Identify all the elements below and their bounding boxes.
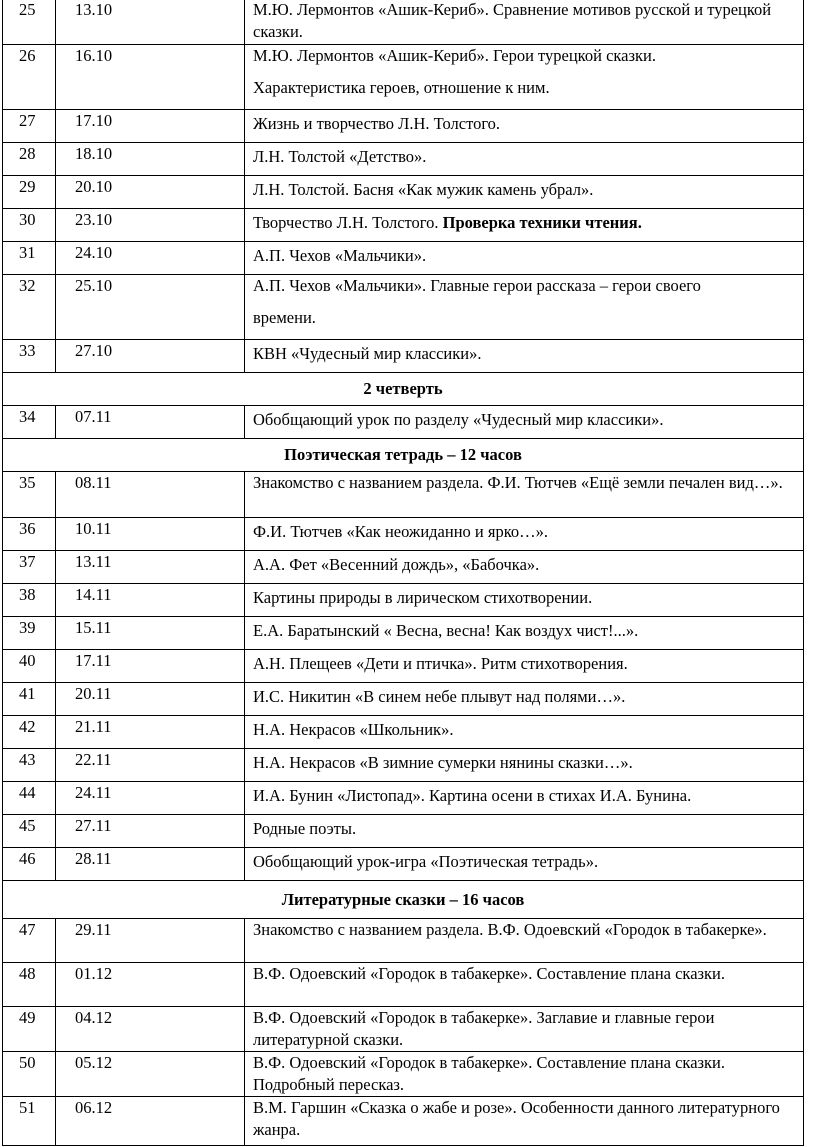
lesson-topic-text: И.А. Бунин «Листопад». Картина осени в стихах И.А. Бунина. xyxy=(253,786,692,805)
lesson-number: 40 xyxy=(3,650,56,683)
section-heading: 2 четверть xyxy=(3,373,804,406)
lesson-date: 24.11 xyxy=(56,782,245,815)
lesson-number: 36 xyxy=(3,518,56,551)
lesson-topic-continuation: Характеристика героев, отношение к ним. xyxy=(253,78,550,97)
lesson-number: 41 xyxy=(3,683,56,716)
lesson-topic-text: Родные поэты. xyxy=(253,819,357,838)
lesson-topic-text: А.П. Чехов «Мальчики». Главные герои рассказа – герои своего xyxy=(253,276,701,295)
lesson-topic-text: КВН «Чудесный мир классики». xyxy=(253,344,482,363)
lesson-topic-text: М.Ю. Лермонтов «Ашик-Кериб». Сравнение мотивов русской и турецкой сказки. xyxy=(253,0,772,41)
lesson-number: 31 xyxy=(3,242,56,275)
lesson-number: 30 xyxy=(3,209,56,242)
lesson-topic xyxy=(245,1097,804,1146)
lesson-number: 49 xyxy=(3,1007,56,1052)
lesson-row xyxy=(3,0,804,45)
lesson-number: 44 xyxy=(3,782,56,815)
lesson-row xyxy=(3,518,804,551)
lesson-row xyxy=(3,275,804,340)
lesson-topic xyxy=(245,782,804,815)
section-heading: Поэтическая тетрадь – 12 часов xyxy=(3,439,804,472)
section-heading-row xyxy=(3,373,804,406)
lesson-date: 27.11 xyxy=(56,815,245,848)
lesson-row xyxy=(3,340,804,373)
lesson-row xyxy=(3,919,804,963)
lesson-date: 21.11 xyxy=(56,716,245,749)
lesson-number: 46 xyxy=(3,848,56,881)
lesson-topic xyxy=(245,963,804,1007)
lesson-topic-text: Н.А. Некрасов «Школьник». xyxy=(253,720,454,739)
lesson-number: 42 xyxy=(3,716,56,749)
lesson-row xyxy=(3,1007,804,1052)
lesson-row xyxy=(3,143,804,176)
lesson-topic xyxy=(245,716,804,749)
lesson-number: 34 xyxy=(3,406,56,439)
lesson-date: 05.12 xyxy=(56,1052,245,1097)
lesson-row xyxy=(3,1097,804,1146)
lesson-topic-text: В.Ф. Одоевский «Городок в табакерке». Заглавие и главные герои литературной сказки. xyxy=(253,1008,715,1049)
lesson-row xyxy=(3,110,804,143)
lesson-topic xyxy=(245,617,804,650)
lesson-topic xyxy=(245,176,804,209)
lesson-topic xyxy=(245,848,804,881)
lesson-topic-text: Знакомство с названием раздела. Ф.И. Тютчев «Ещё земли печален вид…». xyxy=(253,473,783,492)
lesson-date: 15.11 xyxy=(56,617,245,650)
lesson-topic-text: Картины природы в лирическом стихотворении. xyxy=(253,588,593,607)
lesson-date: 28.11 xyxy=(56,848,245,881)
lesson-topic xyxy=(245,815,804,848)
lesson-topic xyxy=(245,110,804,143)
lesson-number: 32 xyxy=(3,275,56,340)
lesson-number: 50 xyxy=(3,1052,56,1097)
lesson-topic-text: А.А. Фет «Весенний дождь», «Бабочка». xyxy=(253,555,540,574)
lesson-date: 08.11 xyxy=(56,472,245,518)
lesson-number: 43 xyxy=(3,749,56,782)
lesson-topic-text: Жизнь и творчество Л.Н. Толстого. xyxy=(253,114,501,133)
lesson-row xyxy=(3,1052,804,1097)
lesson-row xyxy=(3,683,804,716)
lesson-row xyxy=(3,617,804,650)
lesson-number: 51 xyxy=(3,1097,56,1146)
lesson-row xyxy=(3,45,804,110)
lesson-number: 27 xyxy=(3,110,56,143)
lesson-date: 01.12 xyxy=(56,963,245,1007)
lesson-topic xyxy=(245,143,804,176)
lesson-date: 27.10 xyxy=(56,340,245,373)
lesson-row xyxy=(3,650,804,683)
lesson-row xyxy=(3,963,804,1007)
lesson-number: 37 xyxy=(3,551,56,584)
lesson-topic xyxy=(245,275,804,340)
lesson-row xyxy=(3,782,804,815)
lesson-topic-text: Е.А. Баратынский « Весна, весна! Как воздух чист!...». xyxy=(253,621,639,640)
lesson-date: 23.10 xyxy=(56,209,245,242)
lesson-topic-text: В.Ф. Одоевский «Городок в табакерке». Составление плана сказки. xyxy=(253,964,726,983)
lesson-date: 20.10 xyxy=(56,176,245,209)
lesson-number: 39 xyxy=(3,617,56,650)
lesson-topic xyxy=(245,1007,804,1052)
lesson-topic-text: Л.Н. Толстой «Детство». xyxy=(253,147,427,166)
lesson-date: 07.11 xyxy=(56,406,245,439)
lesson-row xyxy=(3,551,804,584)
lesson-topic xyxy=(245,340,804,373)
lesson-date: 14.11 xyxy=(56,584,245,617)
lesson-topic-text: Н.А. Некрасов «В зимние сумерки нянины сказки…». xyxy=(253,753,633,772)
lesson-date: 04.12 xyxy=(56,1007,245,1052)
lesson-row xyxy=(3,209,804,242)
lesson-date: 06.12 xyxy=(56,1097,245,1146)
lesson-topic xyxy=(245,0,804,45)
lesson-number: 28 xyxy=(3,143,56,176)
lesson-date: 16.10 xyxy=(56,45,245,110)
lesson-topic-text: В.М. Гаршин «Сказка о жабе и розе». Особенности данного литературного жанра. xyxy=(253,1098,780,1139)
lesson-topic xyxy=(245,518,804,551)
lesson-topic xyxy=(245,45,804,110)
lesson-topic xyxy=(245,919,804,963)
lesson-date: 17.11 xyxy=(56,650,245,683)
lesson-topic-text: Ф.И. Тютчев «Как неожиданно и ярко…». xyxy=(253,522,549,541)
lesson-topic xyxy=(245,749,804,782)
lesson-number: 45 xyxy=(3,815,56,848)
lesson-topic-text: А.П. Чехов «Мальчики». xyxy=(253,246,427,265)
lesson-number: 26 xyxy=(3,45,56,110)
lesson-topic-text: Знакомство с названием раздела. В.Ф. Одоевский «Городок в табакерке». xyxy=(253,920,767,939)
lesson-number: 29 xyxy=(3,176,56,209)
lesson-topic xyxy=(245,242,804,275)
lesson-row xyxy=(3,472,804,518)
lesson-row xyxy=(3,584,804,617)
lesson-topic xyxy=(245,683,804,716)
lesson-topic-text: Л.Н. Толстой. Басня «Как мужик камень убрал». xyxy=(253,180,594,199)
lesson-date: 13.10 xyxy=(56,0,245,45)
lesson-row xyxy=(3,242,804,275)
lesson-topic xyxy=(245,584,804,617)
section-heading-row xyxy=(3,881,804,919)
lesson-topic xyxy=(245,551,804,584)
lesson-topic-text: И.С. Никитин «В синем небе плывут над полями…». xyxy=(253,687,626,706)
lesson-topic-text: М.Ю. Лермонтов «Ашик-Кериб». Герои турецкой сказки. xyxy=(253,46,656,65)
lesson-topic-text: А.Н. Плещеев «Дети и птичка». Ритм стихотворения. xyxy=(253,654,628,673)
lesson-row xyxy=(3,815,804,848)
lesson-date: 25.10 xyxy=(56,275,245,340)
lesson-topic-emphasis: Проверка техники чтения. xyxy=(442,213,642,232)
lesson-topic xyxy=(245,406,804,439)
lesson-topic xyxy=(245,1052,804,1097)
lesson-topic xyxy=(245,209,804,242)
lesson-row xyxy=(3,406,804,439)
lesson-topic-text: Творчество Л.Н. Толстого. xyxy=(253,213,443,232)
lesson-topic-text: Обобщающий урок по разделу «Чудесный мир классики». xyxy=(253,410,664,429)
lesson-date: 18.10 xyxy=(56,143,245,176)
lesson-row xyxy=(3,749,804,782)
lesson-topic-text: В.Ф. Одоевский «Городок в табакерке». Составление плана сказки. Подробный пересказ. xyxy=(253,1053,726,1094)
lesson-date: 29.11 xyxy=(56,919,245,963)
lesson-date: 13.11 xyxy=(56,551,245,584)
lesson-number: 38 xyxy=(3,584,56,617)
lesson-row xyxy=(3,848,804,881)
lesson-topic xyxy=(245,472,804,518)
lesson-number: 48 xyxy=(3,963,56,1007)
lesson-number: 33 xyxy=(3,340,56,373)
lesson-plan-table xyxy=(2,0,804,1146)
lesson-date: 17.10 xyxy=(56,110,245,143)
lesson-number: 47 xyxy=(3,919,56,963)
lesson-date: 20.11 xyxy=(56,683,245,716)
lesson-topic-continuation: времени. xyxy=(253,308,316,327)
section-heading: Литературные сказки – 16 часов xyxy=(3,881,804,919)
lesson-number: 35 xyxy=(3,472,56,518)
lesson-topic-text: Обобщающий урок-игра «Поэтическая тетрадь». xyxy=(253,852,599,871)
lesson-row xyxy=(3,716,804,749)
lesson-date: 24.10 xyxy=(56,242,245,275)
lesson-number: 25 xyxy=(3,0,56,45)
lesson-row xyxy=(3,176,804,209)
lesson-date: 10.11 xyxy=(56,518,245,551)
lesson-date: 22.11 xyxy=(56,749,245,782)
lesson-topic xyxy=(245,650,804,683)
section-heading-row xyxy=(3,439,804,472)
lesson-plan-body xyxy=(3,0,804,1146)
